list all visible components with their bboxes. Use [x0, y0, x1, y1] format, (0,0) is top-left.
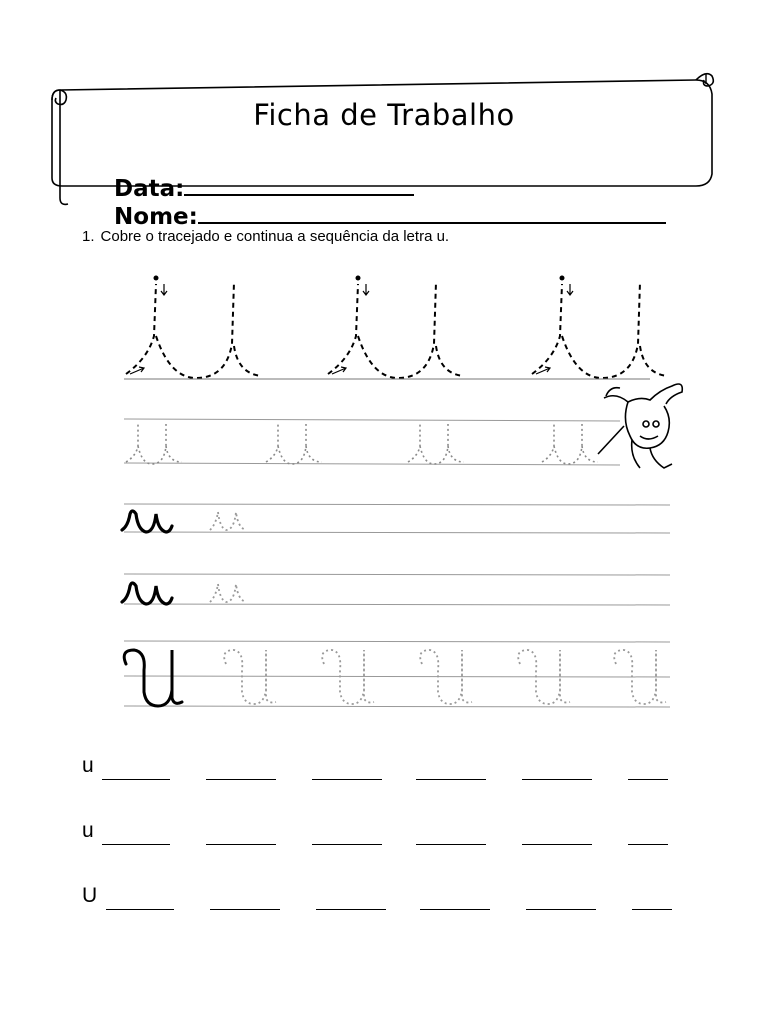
name-blank[interactable]	[198, 202, 666, 224]
instruction-number: 1.	[82, 228, 95, 245]
tracing-practice-area	[0, 260, 768, 720]
answer-blank[interactable]	[312, 779, 382, 780]
small-dotted-u-row	[126, 424, 598, 464]
answer-blank[interactable]	[416, 779, 486, 780]
instruction-text: Cobre o tracejado e continua a sequência da letra u.	[100, 228, 450, 245]
answer-blank[interactable]	[416, 844, 486, 845]
guide-lines-row-5	[124, 641, 670, 707]
answer-blank[interactable]	[102, 779, 170, 780]
donkey-cartoon-illustration	[598, 384, 682, 468]
large-dashed-u-row	[126, 282, 668, 378]
answer-blank[interactable]	[102, 844, 170, 845]
instruction	[82, 228, 449, 245]
answer-blank[interactable]	[420, 909, 490, 910]
answer-row-3	[82, 880, 682, 910]
dotted-u-trace-1	[210, 512, 246, 530]
answer-blank[interactable]	[316, 909, 386, 910]
page-title: Ficha de Trabalho	[253, 98, 515, 132]
answer-blank[interactable]	[628, 779, 668, 780]
cursive-capital-u-model	[124, 650, 182, 706]
guide-lines-row-4	[124, 574, 670, 605]
answer-blank[interactable]	[522, 779, 592, 780]
direction-arrow-icons	[130, 284, 573, 374]
answer-row-1	[82, 750, 682, 780]
dotted-u-trace-2	[210, 584, 246, 602]
answer-row-letter: U	[82, 884, 98, 907]
answer-row-2	[82, 815, 682, 845]
guide-lines-row-2	[124, 419, 620, 465]
answer-blank[interactable]	[522, 844, 592, 845]
answer-blank[interactable]	[312, 844, 382, 845]
guide-lines-row-3	[124, 504, 670, 533]
cursive-u-model-2	[122, 583, 172, 604]
answer-blank[interactable]	[106, 909, 174, 910]
date-label: Data:	[114, 176, 185, 202]
answer-row-letter: u	[82, 754, 94, 777]
answer-blank[interactable]	[632, 909, 672, 910]
stroke-start-markers	[154, 276, 565, 281]
answer-blank[interactable]	[628, 844, 668, 845]
answer-blank[interactable]	[210, 909, 280, 910]
answer-row-letter: u	[82, 819, 94, 842]
answer-blank[interactable]	[206, 779, 276, 780]
cursive-u-model-1	[122, 511, 172, 532]
answer-blank[interactable]	[206, 844, 276, 845]
answer-blank[interactable]	[526, 909, 596, 910]
name-label: Nome:	[114, 204, 198, 230]
